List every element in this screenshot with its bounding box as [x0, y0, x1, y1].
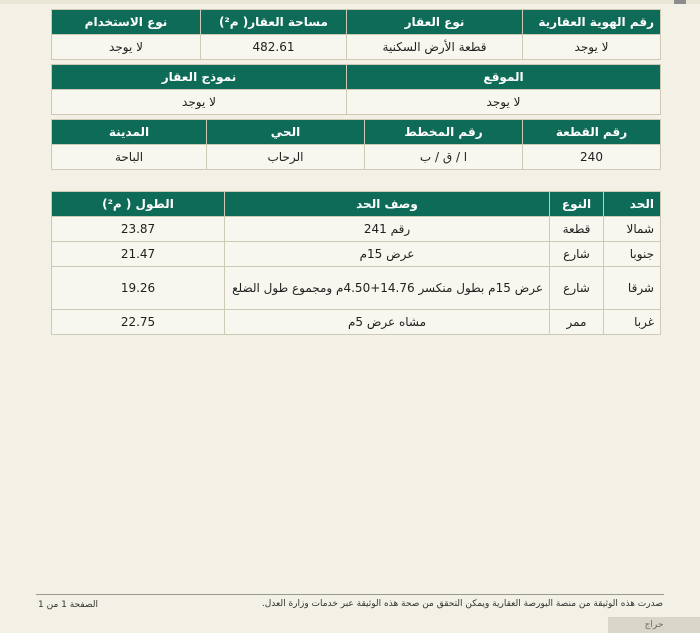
plan-number-value: ا / ق / ب — [365, 145, 523, 170]
boundary-header: الحد — [604, 192, 661, 217]
boundary-direction: شرقا — [604, 267, 661, 310]
boundary-type: ممر — [550, 310, 604, 335]
top-mark — [674, 0, 686, 4]
property-id-value: لا يوجد — [523, 35, 661, 60]
boundary-length-header: الطول ( م²) — [52, 192, 225, 217]
boundary-length: 21.47 — [52, 242, 225, 267]
boundary-description: رقم 241 — [225, 217, 550, 242]
boundary-length: 19.26 — [52, 267, 225, 310]
table-row — [52, 242, 661, 267]
location-value-row — [52, 90, 661, 115]
boundary-description-header: وصف الحد — [225, 192, 550, 217]
parcel-value-row — [52, 145, 661, 170]
district-header: الحي — [207, 120, 365, 145]
boundary-length: 22.75 — [52, 310, 225, 335]
property-area-header: مساحة العقار( م²) — [201, 10, 347, 35]
location-header-row — [52, 65, 661, 90]
boundary-type: شارع — [550, 267, 604, 310]
boundary-description: عرض 15م — [225, 242, 550, 267]
table-row — [52, 310, 661, 335]
footer-divider — [36, 594, 664, 595]
property-area-value: 482.61 — [201, 35, 347, 60]
property-info-header-row — [52, 10, 661, 35]
boundary-type: شارع — [550, 242, 604, 267]
property-type-value: قطعة الأرض السكنية — [347, 35, 523, 60]
district-value: الرحاب — [207, 145, 365, 170]
boundary-direction: شمالا — [604, 217, 661, 242]
parcel-table — [51, 119, 661, 170]
boundary-type-header: النوع — [550, 192, 604, 217]
property-model-header: نموذج العقار — [52, 65, 347, 90]
plan-number-header: رقم المخطط — [365, 120, 523, 145]
page-number: الصفحة 1 من 1 — [38, 600, 98, 610]
property-model-value: لا يوجد — [52, 90, 347, 115]
table-row — [52, 217, 661, 242]
location-value: لا يوجد — [347, 90, 661, 115]
location-table — [51, 64, 661, 115]
boundary-description: عرض 15م بطول منكسر 14.76+4.50م ومجموع طول الضلع — [225, 267, 550, 310]
footer-note: صدرت هذه الوثيقة من منصة البورصة العقارية ويمكن التحقق من صحة هذه الوثيقة عبر خدمات وزارة العدل. — [261, 599, 663, 609]
parcel-number-value: 240 — [523, 145, 661, 170]
property-info-value-row — [52, 35, 661, 60]
top-border — [0, 0, 700, 4]
boundary-description: مشاه عرض 5م — [225, 310, 550, 335]
city-value: الباحة — [52, 145, 207, 170]
property-info-table — [51, 9, 661, 60]
property-id-header: رقم الهوية العقارية — [523, 10, 661, 35]
boundary-direction: غربا — [604, 310, 661, 335]
boundary-length: 23.87 — [52, 217, 225, 242]
table-row — [52, 267, 661, 310]
boundary-direction: جنوبا — [604, 242, 661, 267]
parcel-number-header: رقم القطعة — [523, 120, 661, 145]
city-header: المدينة — [52, 120, 207, 145]
usage-type-header: نوع الاستخدام — [52, 10, 201, 35]
boundaries-table — [51, 191, 661, 335]
location-header: الموقع — [347, 65, 661, 90]
parcel-header-row — [52, 120, 661, 145]
boundary-type: قطعة — [550, 217, 604, 242]
watermark: حراج — [608, 617, 700, 633]
usage-type-value: لا يوجد — [52, 35, 201, 60]
property-type-header: نوع العقار — [347, 10, 523, 35]
boundaries-header-row — [52, 192, 661, 217]
